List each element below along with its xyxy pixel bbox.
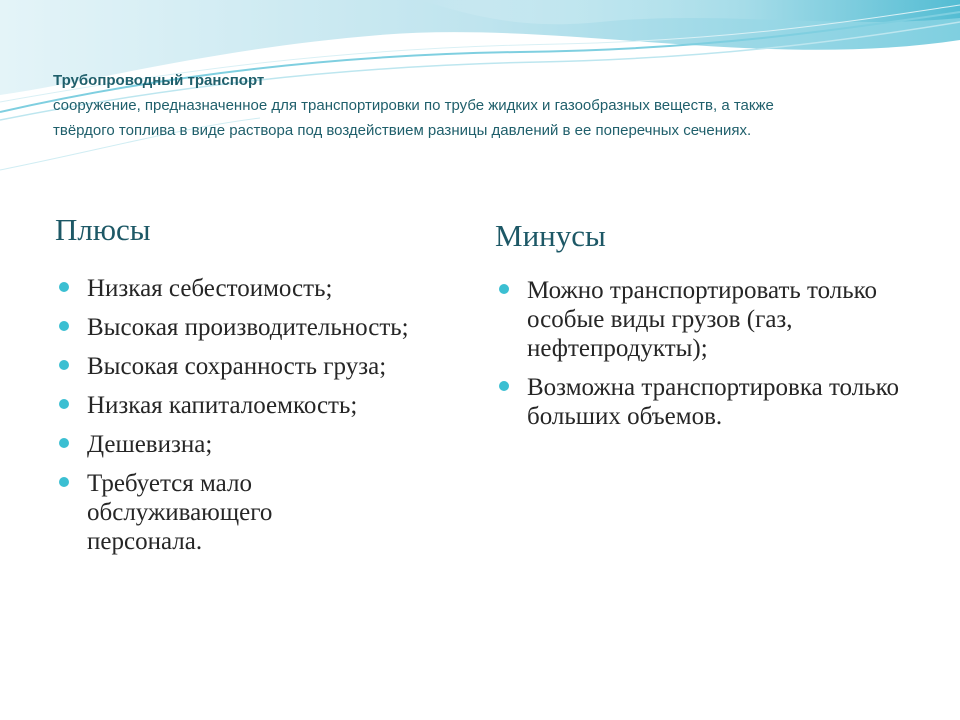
- bullet-icon: [59, 438, 69, 448]
- list-item: Высокая производительность;: [55, 313, 475, 342]
- list-item: Низкая себестоимость;: [55, 274, 475, 303]
- pros-list: [55, 274, 475, 556]
- definition-line-2: твёрдого топлива в виде раствора под воздействием разницы давлений в ее поперечных сечениях.: [53, 122, 752, 139]
- slide-title: Трубопроводный транспорт: [53, 72, 265, 89]
- pros-heading: Плюсы: [55, 212, 151, 247]
- definition-line-1: сооружение, предназначенное для транспортировки по трубе жидких и газообразных веществ, а также: [53, 97, 774, 114]
- bullet-icon: [59, 360, 69, 370]
- bullet-icon: [59, 321, 69, 331]
- bullet-icon: [59, 399, 69, 409]
- cons-column: [495, 212, 915, 441]
- bullet-icon: [499, 284, 509, 294]
- list-item: Можно транспортировать только особые виды грузов (газ, нефтепродукты);: [495, 276, 907, 363]
- cons-heading: Минусы: [495, 218, 606, 253]
- bullet-icon: [59, 282, 69, 292]
- list-item: Возможна транспортировка только больших объемов.: [495, 373, 907, 431]
- pros-column: [55, 212, 475, 566]
- bullet-icon: [59, 477, 69, 487]
- list-item: Высокая сохранность груза;: [55, 352, 475, 381]
- cons-list: [495, 276, 915, 431]
- list-item: Требуется мало обслуживающего персонала.: [55, 469, 387, 556]
- list-item: Низкая капиталоемкость;: [55, 391, 475, 420]
- list-item: Дешевизна;: [55, 430, 475, 459]
- slide-header: [53, 68, 913, 143]
- bullet-icon: [499, 381, 509, 391]
